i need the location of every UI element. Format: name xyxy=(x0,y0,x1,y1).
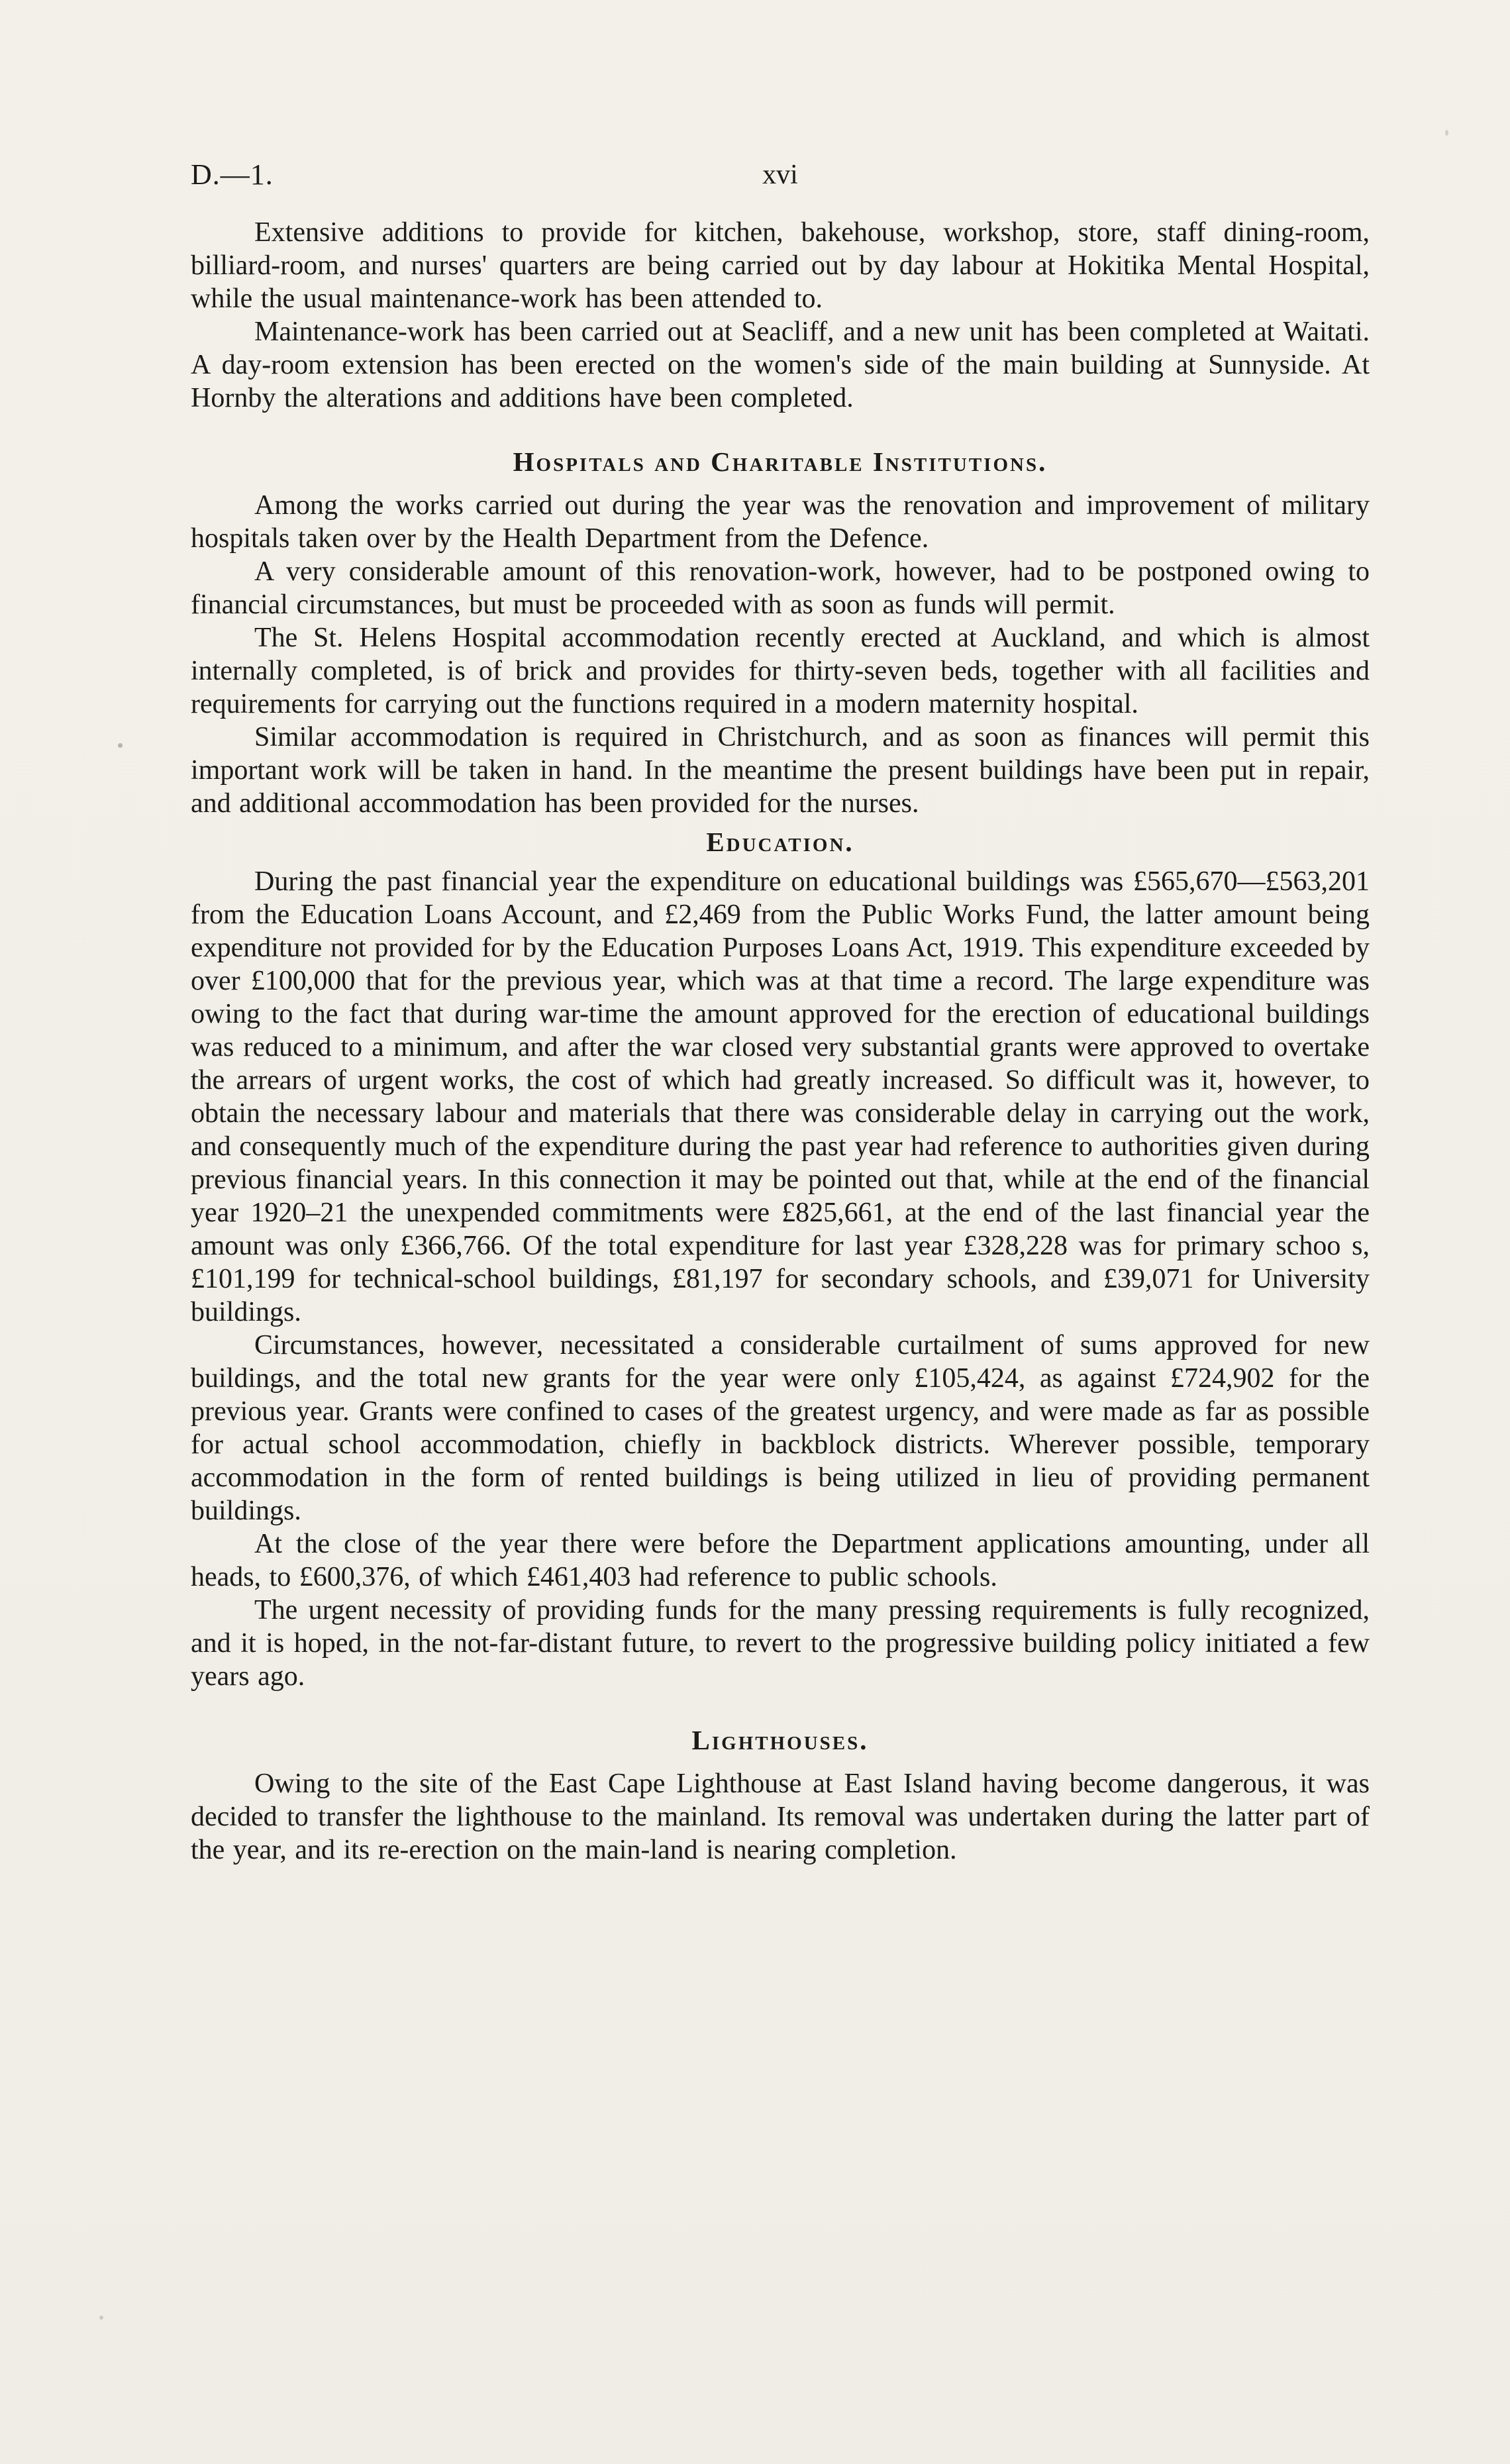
scan-speck xyxy=(118,743,123,748)
page-number: xvi xyxy=(762,160,798,190)
scan-speck xyxy=(99,2316,103,2320)
paragraph: Owing to the site of the East Cape Lighthouse at East Island having become dangerous, it was decided to transfer the lighthouse to the mainland. Its removal was undertaken during the latter part of the year, and its re-erection on the main-land is nearing completion. xyxy=(191,1769,1370,1865)
paragraph: Similar accommodation is required in Christchurch, and as soon as finances will permit this important work will be taken in hand. In the meantime the present buildings have been put in repair, and additional accommodation has been provided for the nurses. xyxy=(191,722,1370,819)
section-heading-education: Education. xyxy=(706,827,854,857)
paragraph: Maintenance-work has been carried out at Seacliff, and a new unit has been completed at Waitati. A day-room extension has been erected on the women's side of the main building at Sunnyside. At Hornby the alterations and additions have been completed. xyxy=(191,317,1370,413)
paragraph: Among the works carried out during the year was the renovation and improvement of military hospitals taken over by the Health Department from the Defence. xyxy=(191,490,1370,554)
paragraph: At the close of the year there were before the Department applications amounting, under all heads, to £600,376, of which £461,403 had reference to public schools. xyxy=(191,1529,1370,1592)
paragraph: Extensive additions to provide for kitchen, bakehouse, workshop, store, staff dining-room, billiard-room, and nurses' quarters are being carried out by day labour at Hokitika Mental Hospital, while the usual maintenance-work has been attended to. xyxy=(191,217,1370,314)
section-heading-lighthouses: Lighthouses. xyxy=(691,1725,869,1755)
page-content xyxy=(191,158,1370,1867)
section-heading-hospitals: Hospitals and Charitable Institutions. xyxy=(513,446,1048,477)
scan-speck xyxy=(1445,130,1448,136)
page-header xyxy=(191,158,1370,199)
paragraph: During the past financial year the expenditure on educational buildings was £565,670—£563,201 from the Education Loans Account, and £2,469 from the Public Works Fund, the latter amount being expenditure not provided for by the Education Purposes Loans Act, 1919. This expenditure exceeded by over £100,000 that for the previous year, which was at that time a record. The large expenditure was owing to the fact that during war-time the amount approved for the erection of educational buildings was reduced to a minimum, and after the war closed very substantial grants were approved to overtake the arrears of urgent works, the cost of which had greatly increased. So difficult was it, however, to obtain the necessary labour and materials that there was considerable delay in carrying out the work, and consequently much of the expenditure during the past year had reference to authorities given during previous financial years. In this connection it may be pointed out that, while at the end of the financial year 1920–21 the unexpended commitments were £825,661, at the end of the last financial year the amount was only £366,766. Of the total expenditure for last year £328,228 was for primary schoo s, £101,199 for technical-school buildings, £81,197 for secondary schools, and £39,071 for University buildings. xyxy=(191,866,1370,1327)
paragraph: Circumstances, however, necessitated a considerable curtailment of sums approved for new buildings, and the total new grants for the year were only £105,424, as against £724,902 for the previous year. Grants were confined to cases of the greatest urgency, and were made as far as possible for actual school accommodation, chiefly in backblock districts. Wherever possible, temporary accommodation in the form of rented buildings is being utilized in lieu of providing permanent buildings. xyxy=(191,1330,1370,1526)
paragraph: A very considerable amount of this renovation-work, however, had to be postponed owing to financial circumstances, but must be proceeded with as soon as funds will permit. xyxy=(191,556,1370,620)
paragraph: The urgent necessity of providing funds for the many pressing requirements is fully recognized, and it is hoped, in the not-far-distant future, to revert to the progressive building policy initiated a few years ago. xyxy=(191,1595,1370,1692)
document-reference: D.—1. xyxy=(191,158,274,191)
paragraph: The St. Helens Hospital accommodation recently erected at Auckland, and which is almost internally completed, is of brick and provides for thirty-seven beds, together with all facilities and requirements for carrying out the functions required in a modern maternity hospital. xyxy=(191,623,1370,719)
